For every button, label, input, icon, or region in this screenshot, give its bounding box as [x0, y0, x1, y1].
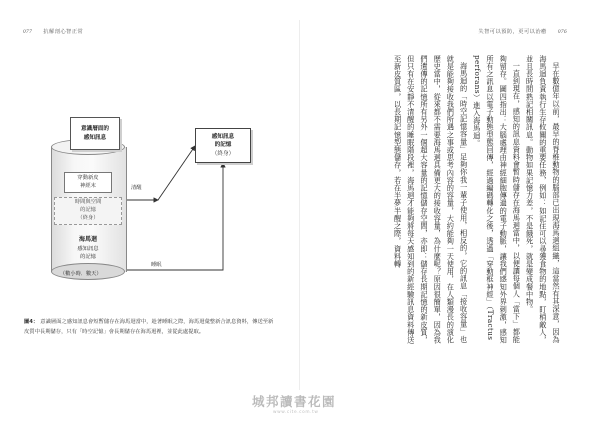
perforant-path-box	[64, 172, 112, 193]
hippocampus-label: 海馬迴	[79, 236, 98, 243]
left-book-title: 抗解剖心智正常	[43, 29, 84, 35]
time-space-memory-box	[54, 197, 122, 225]
body-paragraph: 海馬迴的「時空記憶容量」足夠你我一輩子使用，相反的，它的訊息「接收容量」也就是能夠接收我們所遇之事或思考內容的容量，大約能夠一天使用，在人類漫長的演化歷史當中，從來都不需要海馬迴具備更大的接收容量，為什麼呢？原因很簡單，因為我們遺傳的記憶所有另外一個超大容量的記憶儲存空間，亦即：儲存長期記憶的新皮質，但只有在安靜不清醒的睡眠階段裡，海馬迴才能夠將每天感知到的新經驗訊息資料傳送至新皮質區，以長期記憶型態儲存，若在半夢半醒之際，資料轉	[393, 55, 469, 344]
right-book-title: 失智可以預防，更可以治癒	[478, 29, 547, 35]
left-page-number: 077	[23, 29, 33, 35]
neocortex-lifetime-label: （終身）	[211, 150, 235, 157]
perforant-path-label: 穿動新皮 神經末	[77, 174, 99, 189]
body-paragraph: 一直到現在，感知的訊息資料會暫時儲存在海馬迴當中，以便讓每個人「當下」都能夠留存。圖四指出：大腦處理由神經細胞傳過的電子動脈，讓我們感知外界刺激，感知所有之訊息以電子動態型態回傳，經過編碼轉化之後，透過「穿動框神經」（Tractus perforans）進入海馬迴。	[472, 55, 522, 344]
right-running-head	[478, 27, 567, 35]
body-paragraph: 早在數億年以前，最早的脊椎動物的腦部已出現海馬迴組織，這當然有其深意，因為海馬迴負責執行生存攸關的重要任務，例如：如記住可以尋獲食物的地點，盯梢敵人，並且長時間熟記相關訊息。動物如果記憶力差，不是餓死，就是變成餐中物。	[525, 55, 561, 344]
right-page-number: 076	[557, 29, 567, 35]
awake-label: 清醒	[131, 185, 142, 191]
awake-link	[158, 146, 195, 200]
sleep-label: 睡眠	[151, 262, 162, 268]
watermark-logo: 城邦讀書花園	[252, 394, 337, 409]
aware-memory-label: 感知訊息 的記憶	[77, 246, 99, 260]
figure-caption-text: 意識層面之感知訊息會短暫儲存在海馬迴當中，趁著睡眠之際，海馬迴彙整新合訊息資料，傳送至新皮質中長期儲存，只有「時空記憶」會長期儲存在海馬迴裡，並從此處提取。	[24, 319, 274, 335]
surface-memory-label: 意識層面的 感知訊息	[81, 126, 109, 141]
time-space-memory-label: 時間與空間 的記憶 （終身）	[74, 199, 102, 221]
surface-memory-box	[70, 117, 120, 150]
body-text	[323, 55, 563, 345]
watermark-url: www.cite.com.tw	[273, 410, 319, 415]
figure-caption	[24, 318, 276, 338]
neocortex-memory-label: 感知訊息 的記憶	[211, 134, 235, 149]
figure-caption-label: 圖4：	[24, 319, 39, 325]
aware-memory-box	[55, 245, 121, 263]
neocortex-memory-box	[195, 128, 251, 163]
sleep-link	[125, 163, 223, 270]
duration-label: （數小時．數天）	[60, 271, 102, 277]
